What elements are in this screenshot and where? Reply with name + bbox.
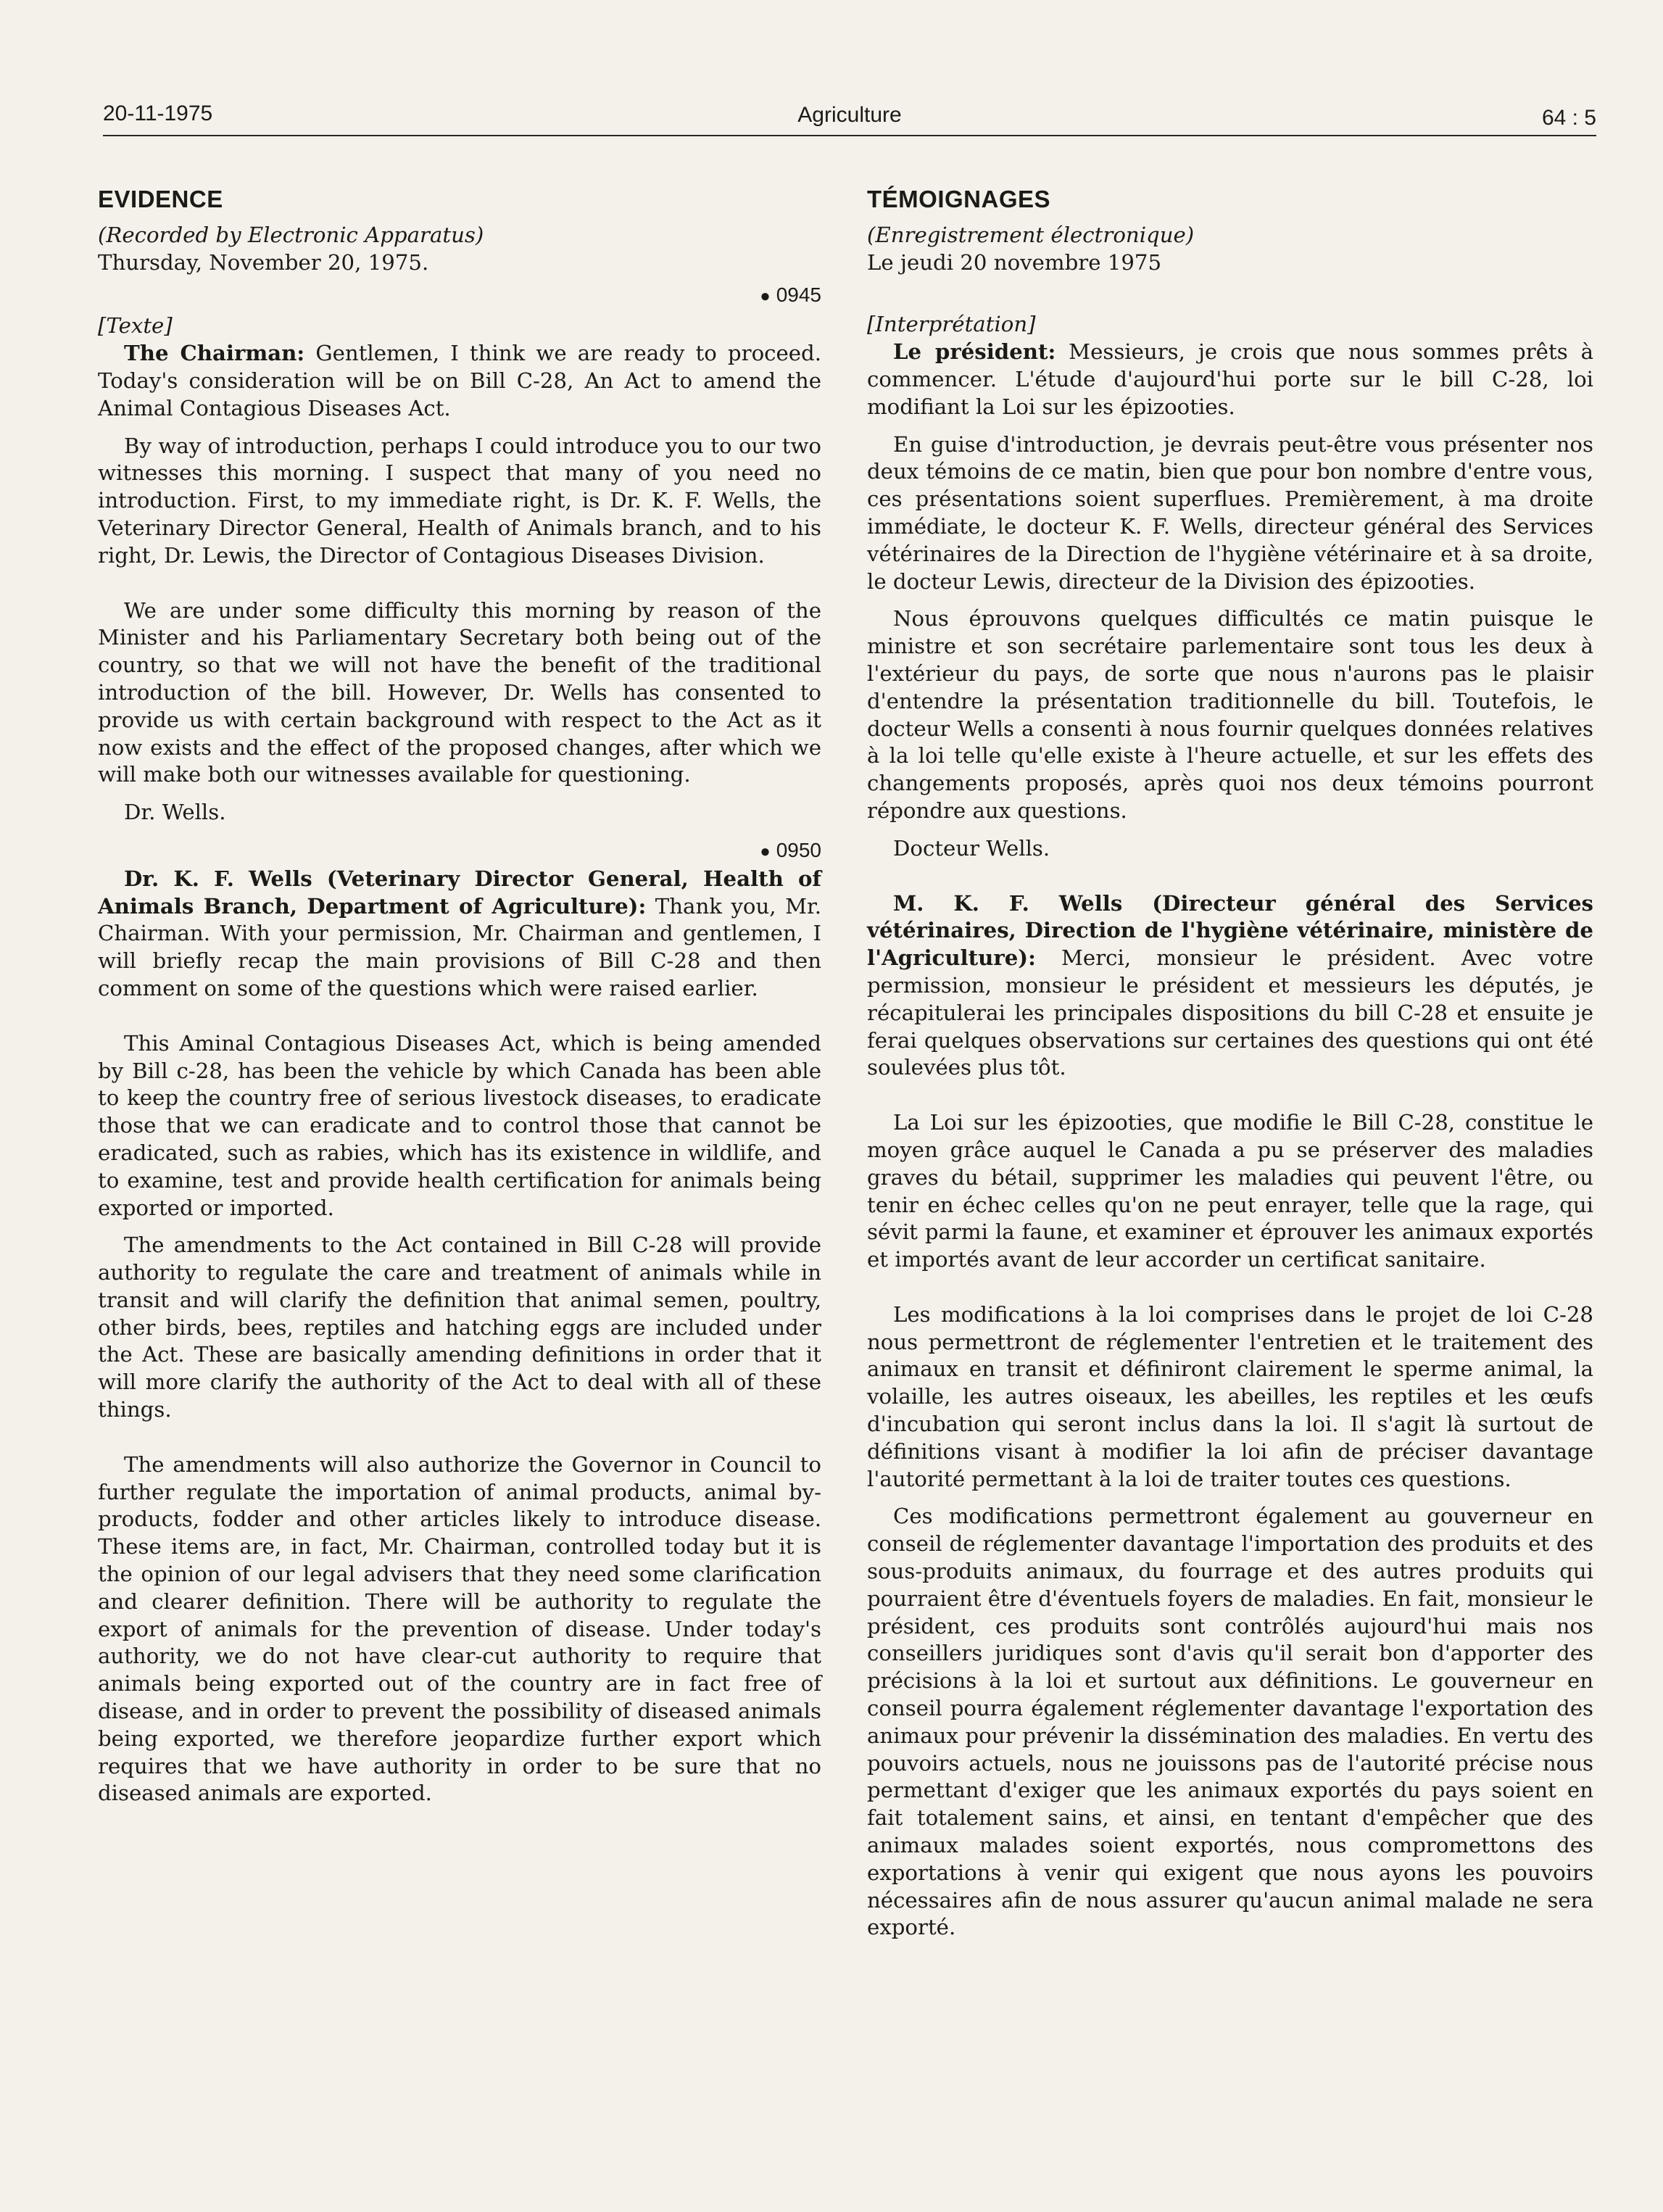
english-column [98, 181, 821, 1818]
french-column [867, 181, 1593, 1952]
paragraph: We are under some difficulty this morning by reason of the Minister and his Parliamentary Secretary both being out of the country, so that we will not have the benefit of the traditional introduction of the bill. However, Dr. Wells has consented to provide us with certain background with respect to the Act as it now exists and the effect of the proposed changes, after which we will make both our witnesses available for questioning. [98, 597, 821, 787]
paragraph [867, 890, 1593, 1082]
page-header [103, 102, 1596, 136]
time-marker [98, 837, 821, 866]
paragraph: This Aminal Contagious Diseases Act, which is being amended by Bill c-28, has been the vehicle by which Canada has been able to keep the country free of serious livestock diseases, to eradicate those that we can eradicate and to control those that cannot be eradicated, such as rabies, which has its existence in wildlife, and to examine, test and provide health certification for animals being exported or imported. [98, 1030, 821, 1220]
paragraph [98, 340, 821, 422]
paragraph: The amendments to the Act contained in Bill C-28 will provide authority to regulate the care and treatment of animals while in transit and will clarify the definition that animal semen, poultry, other birds, bees, reptiles and hatching eggs are included under the Act. These are basically amending definitions in order that it will more clarify the authority of the Act to deal with all of these things. [98, 1233, 821, 1422]
speaker-name: Le président: [893, 339, 1056, 365]
speaker-name: M. K. F. Wells (Directeur général des Services vétérinaires, Direction de l'hygiène vétérinaire, ministère de l'Agriculture): [867, 890, 1593, 971]
recording-note: (Enregistrement électronique) [867, 223, 1195, 247]
paragraph: By way of introduction, perhaps I could introduce you to our two witnesses this morning. I suspect that many of you need no introduction. First, to my immediate right, is Dr. K. F. Wells, the Veterinary Director General, Health of Animals branch, and to his right, Dr. Lewis, the Director of Contagious Diseases Division. [98, 433, 821, 568]
time-marker-label: 0950 [776, 838, 821, 861]
session-date: Thursday, November 20, 1975. [98, 249, 429, 275]
paragraph: Nous éprouvons quelques difficultés ce matin puisque le ministre et son secrétaire parlementaire sont tous les deux à l'extérieur du pays, de sorte que nous n'aurons pas le plaisir d'entendre la présentation traditionnelle du bill. Toutefois, le docteur Wells a consenti à nous fournir quelques données relatives à la loi telle qu'elle existe à l'heure actuelle, et sur les effets des changements proposés, après quoi nos deux témoins pourront répondre aux questions. [867, 606, 1593, 823]
paragraph: La Loi sur les épizooties, que modifie le Bill C-28, constitue le moyen grâce auquel le Canada a pu se préserver des maladies graves du bétail, supprimer les maladies qui peuvent l'être, ou tenir en échec celles qu'on ne peut enrayer, telle que la rage, qui sévit parmi la faune, et examiner et éprouver les animaux exportés et importés avant de leur accorder un certificat sanitaire. [867, 1110, 1593, 1272]
time-marker [98, 281, 821, 310]
paragraph [867, 339, 1593, 421]
language-tag: [Texte] [98, 313, 173, 339]
paragraph-text: Merci, monsieur le président. Avec votre permission, monsieur le président et messieurs les députés, je récapitulerai les principales dispositions du bill C-28 et ensuite je ferai quelques observations sur certaines des questions qui ont été soulevées plus tôt. [867, 945, 1593, 1080]
paragraph [98, 866, 821, 1003]
section-heading: EVIDENCE [98, 186, 223, 212]
session-date: Le jeudi 20 novembre 1975 [867, 249, 1162, 275]
paragraph-text: Thank you, Mr. Chairman. With your permission, Mr. Chairman and gentlemen, I will briefly recap the main provisions of Bill C-28 and then comment on some of the questions which were raised earlier. [98, 893, 821, 1001]
paragraph: Les modifications à la loi comprises dans le projet de loi C-28 nous permettront de réglementer l'entretien et le traitement des animaux en transit et définiront clairement le sperme animal, la volaille, les autres oiseaux, les abeilles, les reptiles et les œufs d'incubation qui seront inclus dans la loi. Il s'agit là surtout de définitions visant à modifier la loi afin de préciser davantage l'autorité permettant à la loi de traiter toutes ces questions. [867, 1301, 1593, 1491]
recording-note: (Recorded by Electronic Apparatus) [98, 223, 484, 247]
speaker-name: The Chairman: [124, 341, 305, 366]
paragraph-text: Gentlemen, I think we are ready to proceed. Today's consideration will be on Bill C-28, An Act to amend the Animal Contagious Diseases Act. [98, 341, 821, 421]
paragraph: En guise d'introduction, je devrais peut-être vous présenter nos deux témoins de ce matin, bien que pour bon nombre d'entre vous, ces présentations soient superflues. Premièrement, à ma droite immédiate, le docteur K. F. Wells, directeur général des Services vétérinaires de la Direction de l'hygiène vétérinaire et à sa droite, le docteur Lewis, directeur de la Division des épizooties. [867, 431, 1593, 594]
bullet-icon: ● [760, 286, 771, 306]
paragraph: The amendments will also authorize the Governor in Council to further regulate the importation of animal products, animal by-products, fodder and other articles likely to introduce disease. These items are, in fact, Mr. Chairman, controlled today but it is the opinion of our legal advisers that they need some clarification and clearer definition. There will be authority to regulate the export of animals for the prevention of disease. Under today's authority, we do not have clear-cut authority to require that animals being exported out of the country are in fact free of disease, and in order to prevent the possibility of diseased animals being exported, we therefore jeopardize further export which requires that we have authority in order to be sure that no diseased animals are exported. [98, 1451, 821, 1806]
paragraph-text: Messieurs, je crois que nous sommes prêts à commencer. L'étude d'aujourd'hui porte sur le bill C-28, loi modifiant la Loi sur les épizooties. [867, 339, 1593, 419]
header-date: 20-11-1975 [103, 102, 213, 125]
paragraph: Dr. Wells. [124, 800, 226, 825]
bullet-icon: ● [760, 841, 771, 861]
section-heading: TÉMOIGNAGES [867, 186, 1051, 212]
page-number: 64 : 5 [1541, 106, 1596, 130]
speaker-name: Dr. K. F. Wells (Veterinary Director General, Health of Animals Branch, Department of Agriculture): [98, 866, 821, 919]
header-title: Agriculture [797, 103, 902, 127]
paragraph: Ces modifications permettront également au gouverneur en conseil de réglementer davantage l'importation des produits et des sous-produits animaux, du fourrage et des autres produits qui pourraient être d'éventuels foyers de maladies. En fait, monsieur le président, ces produits sont contrôlés aujourd'hui mais nos conseillers juridiques sont d'avis qu'il serait bon d'apporter des précisions à la loi et surtout aux définitions. Le gouverneur en conseil pourra également réglementer davantage l'exportation des animaux pour prévenir la dissémination des maladies. En vertu des pouvoirs actuels, nous ne jouissons pas de l'autorité précise nous permettant d'exiger que les animaux exportés du pays soient en fait totalement sains, et ainsi, en tentant d'empêcher que des animaux malades soient exportés, nous compromettons des exportations à venir qui exigent que nous ayons les pouvoirs nécessaires afin de nous assurer qu'aucun animal malade ne sera exporté. [867, 1504, 1593, 1940]
language-tag: [Interprétation] [867, 312, 1036, 337]
time-marker-label: 0945 [776, 283, 821, 306]
paragraph: Docteur Wells. [893, 835, 1050, 861]
